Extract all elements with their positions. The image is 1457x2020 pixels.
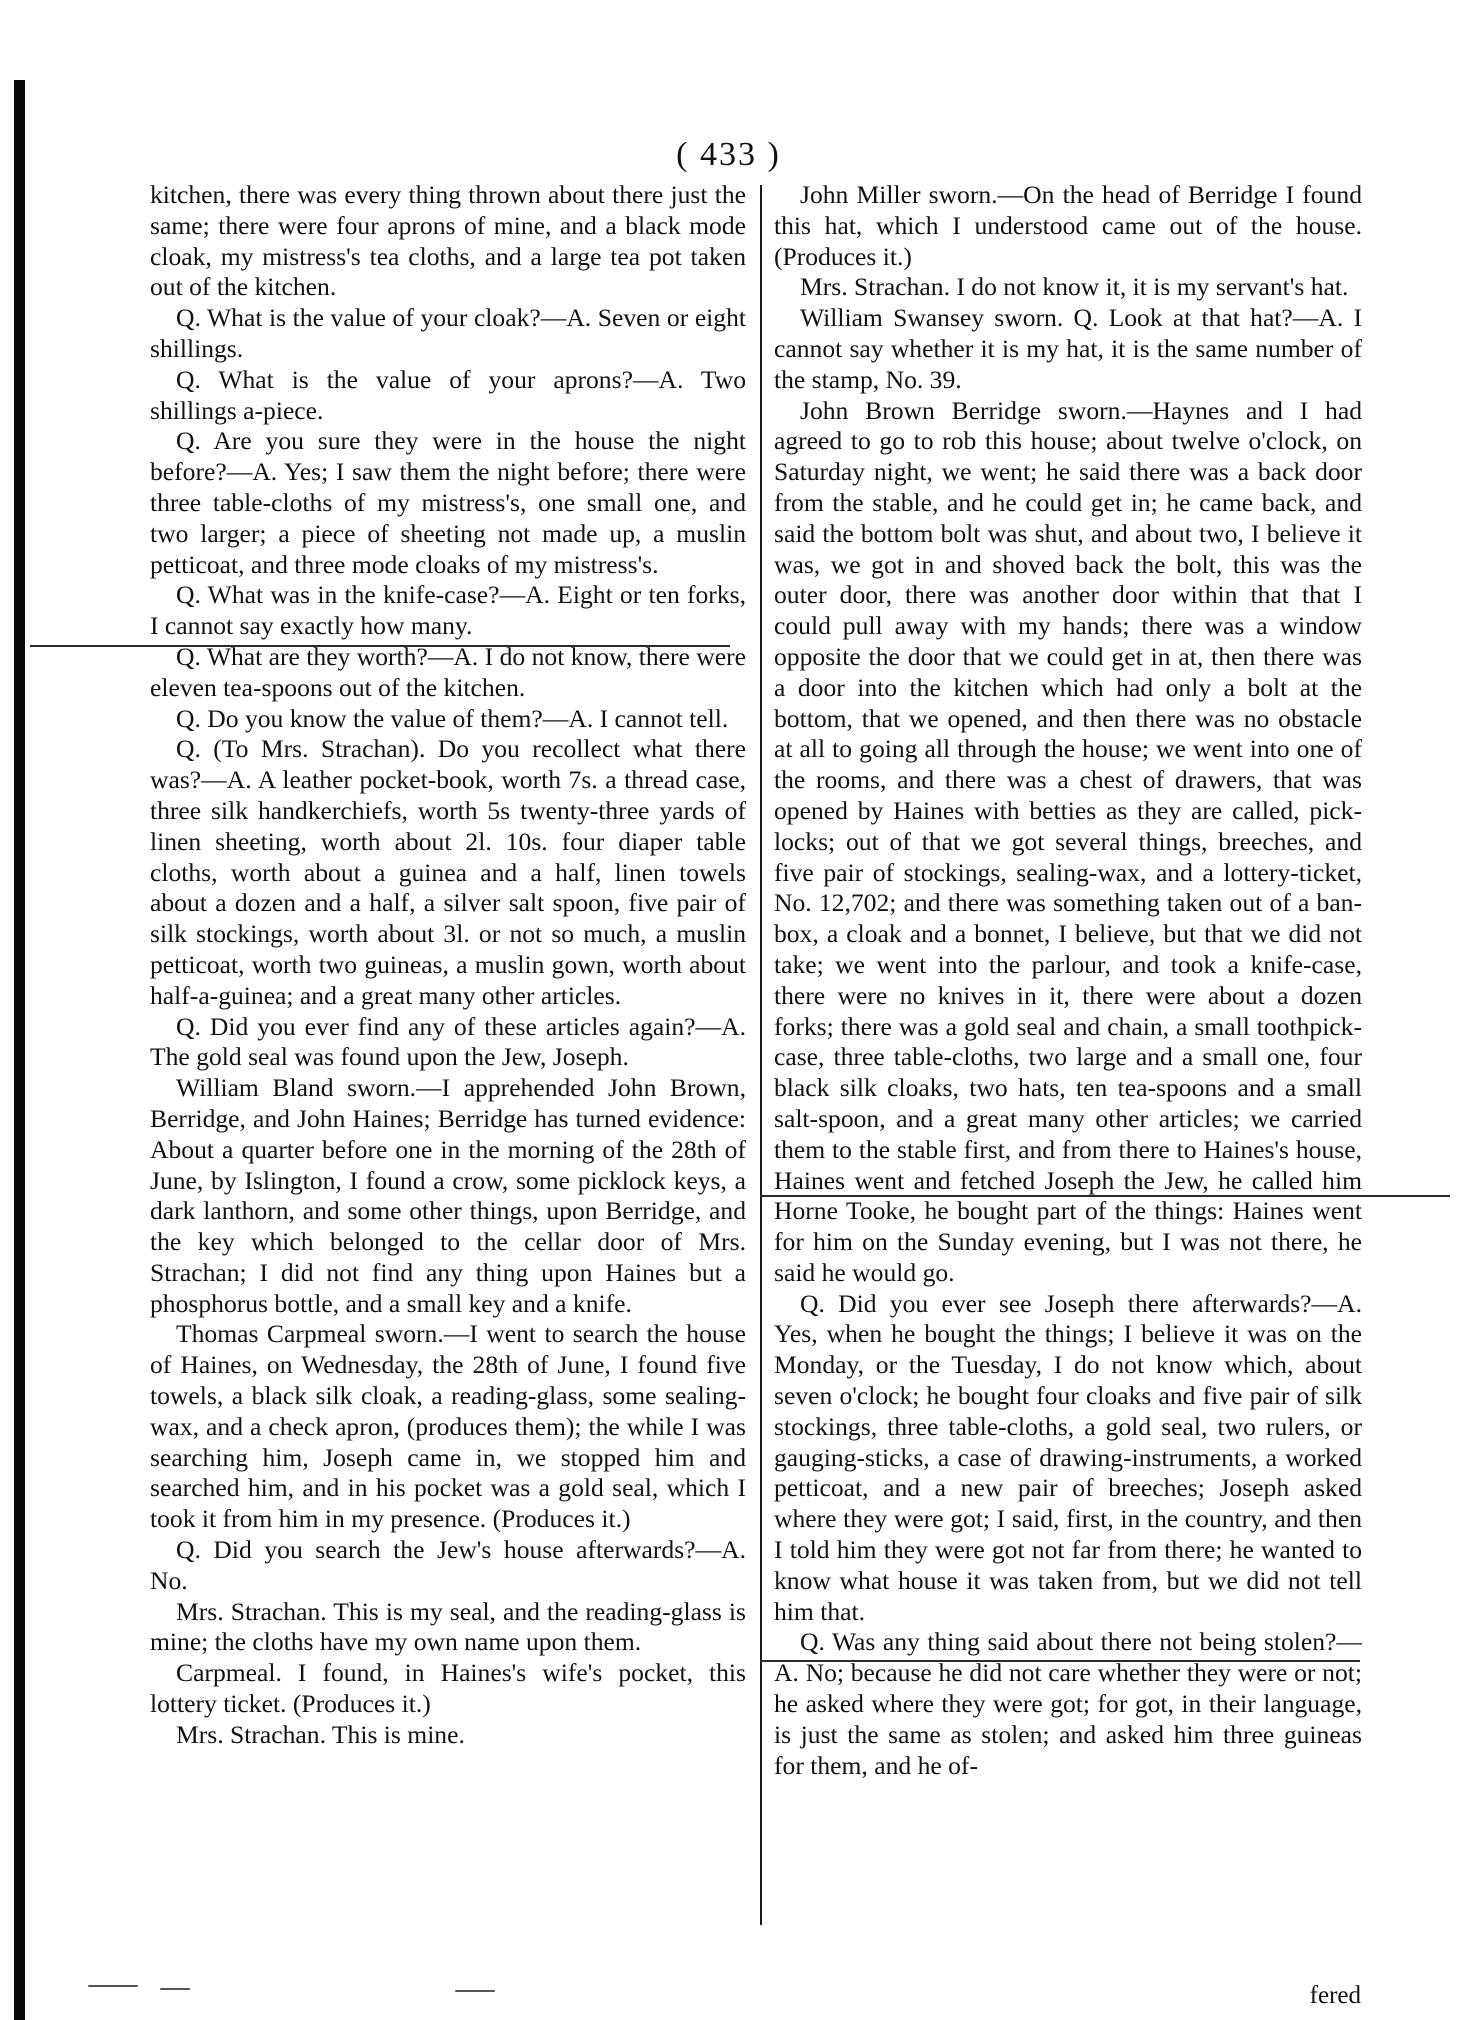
paragraph: Carpmeal. I found, in Haines's wife's pocket, this lottery ticket. (Produces it.) bbox=[150, 1658, 746, 1719]
paragraph: Q. What is the value of your cloak?—A. Seven or eight shillings. bbox=[150, 303, 746, 363]
scan-speck bbox=[160, 1988, 190, 1990]
paragraph: Q. (To Mrs. Strachan). Do you recollect what there was?—A. A leather pocket-book, worth 7s. a thread case, three silk handkerchiefs, worth 5s twenty-three yards of linen sheeting, worth about 2l. 10s. four diaper table cloths, worth about a guinea and a half, linen towels about a dozen and a half, a silver salt spoon, five pair of silk stockings, worth about 3l. or not so much, a muslin petticoat, worth two guineas, a muslin gown, worth about half-a-guinea; and a great many other articles. bbox=[150, 734, 746, 1010]
paragraph: Q. Are you sure they were in the house the night before?—A. Yes; I saw them the night before; there were three table-cloths of my mistress's, one small one, and two larger; a piece of sheeting not made up, a muslin petticoat, and three mode cloaks of my mistress's. bbox=[150, 426, 746, 579]
catchword: fered bbox=[1309, 1982, 1361, 2009]
paragraph: John Brown Berridge sworn.—Haynes and I had agreed to go to rob this house; about twelve o'clock, on Saturday night, we went; he said there was a back door from the stable, and he could get in; he came back, and said the bottom bolt was shut, and about two, I believe it was, we got in and shoved back the bolt, this was the outer door, there was another door within that that I could pull away with my hands; there was a window opposite the door that we could get in at, then there was a door into the kitchen which had only a bolt at the bottom, that we opened, and then there was no obstacle at all to going all through the house; we went into one of the rooms, and there was a chest of drawers, that was opened by Haines with betties as they are called, pick-locks; out of that we got several things, breeches, and five pair of stockings, sealing-wax, and a lottery-ticket, No. 12,702; and there was something taken out of a ban-box, a cloak and a bonnet, I believe, but that we did not take; we went into the parlour, and took a knife-case, there were no knives in it, there were about a dozen forks; there was a gold seal and chain, a small toothpick-case, three table-cloths, two large and a small one, four black silk cloaks, two hats, ten tea-spoons and a small salt-spoon, and a great many other articles; we carried them to the stable first, and from there to Haines's house, Haines went and fetched Joseph the Jew, he called him Horne Tooke, he bought part of the things: Haines went for him on the Sunday evening, but I was not there, he said he would go. bbox=[774, 395, 1362, 1287]
paragraph: Mrs. Strachan. This is my seal, and the reading-glass is mine; the cloths have my own name upon them. bbox=[150, 1596, 746, 1657]
page-number: ( 433 ) bbox=[676, 136, 781, 173]
paragraph: Q. Was any thing said about there not being stolen?—A. No; because he did not care whether they were or not; he asked where they were got; for got, in their language, is just the same as stolen; and asked him three guineas for them, and he of- bbox=[774, 1627, 1362, 1780]
paragraph: Q. Did you search the Jew's house afterwards?—A. No. bbox=[150, 1535, 746, 1595]
right-column bbox=[774, 180, 1362, 1781]
paragraph: William Bland sworn.—I apprehended John Brown, Berridge, and John Haines; Berridge has turned evidence: About a quarter before one in the morning of the 28th of June, by Islington, I found a crow, some picklock keys, a dark lanthorn, and some other things, upon Berridge, and the key which belonged to the cellar door of Mrs. Strachan; I did not find any thing upon Haines but a phosphorus bottle, and a small key and a knife. bbox=[150, 1073, 746, 1318]
column-divider bbox=[760, 185, 762, 1925]
paragraph: Q. Did you ever see Joseph there afterwards?—A. Yes, when he bought the things; I believe it was on the Monday, or the Tuesday, I do not know which, about seven o'clock; he bought four cloaks and five pair of silk stockings, three table-cloths, a gold seal, two rulers, or gauging-sticks, a case of drawing-instruments, a worked petticoat, and a new pair of breeches; Joseph asked where they were got; I said, first, in the country, and then I told him they were got not far from there; he wanted to know what house it was taken from, but we did not tell him that. bbox=[774, 1288, 1362, 1626]
scan-edge-bar bbox=[14, 80, 25, 2020]
scan-speck bbox=[88, 1985, 138, 1987]
paragraph: John Miller sworn.—On the head of Berridge I found this hat, which I understood came out of the house. (Produces it.) bbox=[774, 180, 1362, 271]
paragraph: kitchen, there was every thing thrown about there just the same; there were four aprons of mine, and a black mode cloak, my mistress's tea cloths, and a large tea pot taken out of the kitchen. bbox=[150, 180, 746, 302]
paragraph: Q. What was in the knife-case?—A. Eight or ten forks, I cannot say exactly how many. bbox=[150, 580, 746, 641]
scan-speck bbox=[455, 1990, 495, 1992]
paragraph: Q. What are they worth?—A. I do not know, there were eleven tea-spoons out of the kitchen. bbox=[150, 641, 746, 702]
paragraph: William Swansey sworn. Q. Look at that hat?—A. I cannot say whether it is my hat, it is the same number of the stamp, No. 39. bbox=[774, 303, 1362, 394]
left-column bbox=[150, 180, 746, 1751]
paragraph: Mrs. Strachan. This is mine. bbox=[176, 1719, 465, 1749]
paragraph: Q. What is the value of your aprons?—A. Two shillings a-piece. bbox=[150, 364, 746, 425]
paragraph: Mrs. Strachan. I do not know it, it is my servant's hat. bbox=[800, 272, 1349, 302]
paragraph: Q. Did you ever find any of these articles again?—A. The gold seal was found upon the Jew, Joseph. bbox=[150, 1011, 746, 1072]
paragraph: Thomas Carpmeal sworn.—I went to search the house of Haines, on Wednesday, the 28th of June, I found five towels, a black silk cloak, a reading-glass, some sealing-wax, and a check apron, (produces them); the while I was searching him, Joseph came in, we stopped him and searched him, and in his pocket was a gold seal, which I took it from him in my presence. (Produces it.) bbox=[150, 1319, 746, 1534]
paragraph: Q. Do you know the value of them?—A. I cannot tell. bbox=[176, 703, 729, 733]
